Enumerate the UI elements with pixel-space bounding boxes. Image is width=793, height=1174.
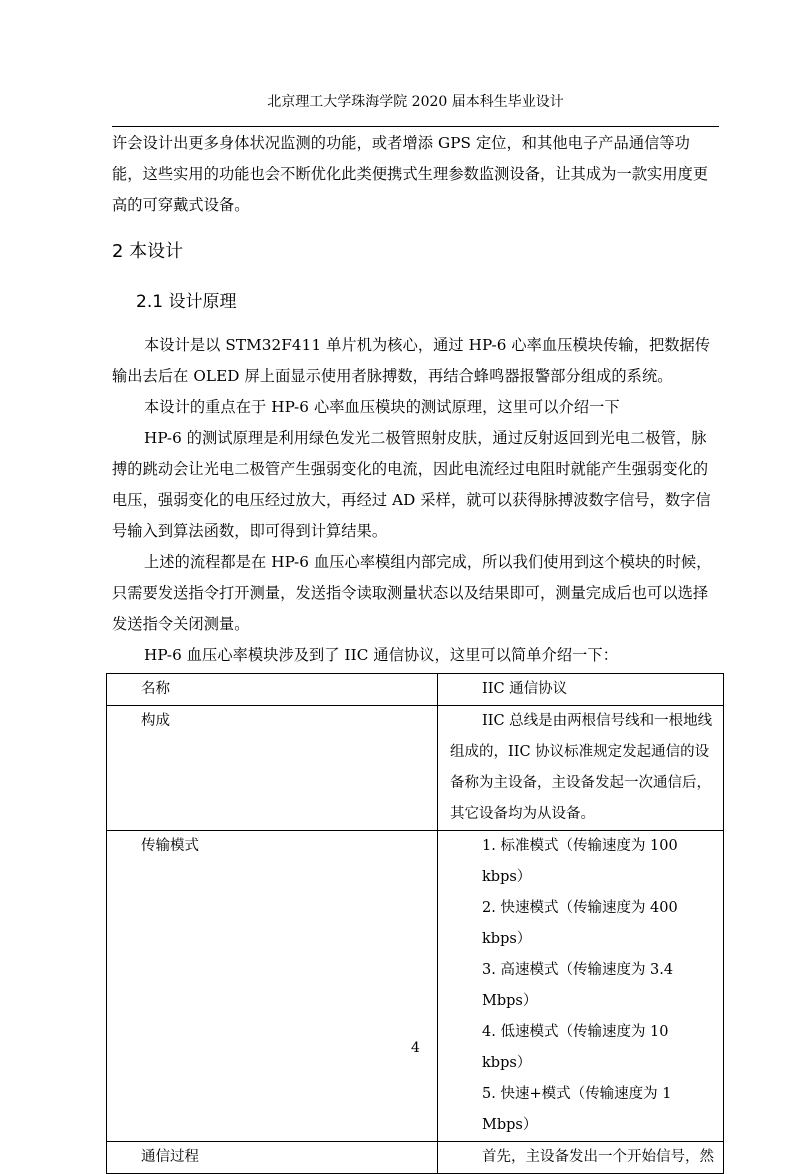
paragraph-principle: HP-6 的测试原理是利用绿色发光二极管照射皮肤，通过反射返回到光电二极管，脉搏的跳动会让光电二极管产生强弱变化的电流，因此电流经过电阻时就能产生强弱变化的电压，强弱变化的电压经过放大，再经过 AD 采样，就可以获得脉搏波数字信号，数字信号输入到算法函数，即可得到计算结果。 [112, 429, 711, 540]
mode-item-fast: 2. 快速模式（传输速度为 400 kbps） [482, 900, 678, 947]
table-row [107, 831, 724, 1142]
paragraph-overview: 本设计是以 STM32F411 单片机为核心，通过 HP-6 心率血压模块传输，把数据传输出去后在 OLED 屏上面显示使用者脉搏数，再结合蜂鸣器报警部分组成的系统。 [112, 336, 711, 385]
mode-item-high-speed: 3. 高速模式（传输速度为 3.4 Mbps） [482, 962, 674, 1009]
intro-paragraph: 许会设计出更多身体状况监测的功能，或者增添 GPS 定位，和其他电子产品通信等功能，这些实用的功能也会不断优化此类便携式生理参数监测设备，让其成为一款实用度更高的可穿戴式设备。 [112, 134, 709, 214]
page-header: 北京理工大学珠海学院 2020 届本科生毕业设计 [267, 94, 564, 110]
table-cell-process-label: 通信过程 [107, 1142, 438, 1174]
table-header-value [438, 674, 724, 706]
intro-paragraph-block [112, 128, 719, 221]
table-cell-composition-text: IIC 总线是由两根信号线和一根地线组成的，IIC 协议标准规定发起通信的设备称为主设备，主设备发起一次通信后，其它设备均为从设备。 [450, 713, 713, 822]
table-cell-composition-label: 构成 [107, 706, 438, 831]
section-heading: 2 本设计 [112, 241, 184, 262]
table-cell-process [438, 1142, 724, 1174]
table-row [107, 1142, 724, 1174]
subsection-heading: 2.1 设计原理 [136, 292, 237, 312]
table-cell-process-text: 首先，主设备发出一个开始信号，然 [482, 1149, 714, 1165]
mode-item-standard: 1. 标准模式（传输速度为 100 kbps） [482, 838, 678, 885]
header-divider [112, 126, 719, 127]
paragraph-process: 上述的流程都是在 HP-6 血压心率模组内部完成，所以我们使用到这个模块的时候，只需要发送指令打开测量，发送指令读取测量状态以及结果即可，测量完成后也可以选择发送指令关闭测量。 [112, 553, 712, 633]
table-header-value-text: IIC 通信协议 [482, 681, 568, 697]
iic-protocol-table [106, 673, 724, 1174]
body-paragraphs [112, 330, 719, 671]
mode-item-low-speed: 4. 低速模式（传输速度为 10 kbps） [482, 1024, 669, 1071]
paragraph-focus: 本设计的重点在于 HP-6 心率血压模块的测试原理，这里可以介绍一下 [144, 398, 620, 416]
table-header-name: 名称 [107, 674, 438, 706]
table-header-row [107, 674, 724, 706]
mode-item-fast-plus: 5. 快速+模式（传输速度为 1 Mbps） [482, 1086, 672, 1133]
table-cell-composition [438, 706, 724, 831]
table-row [107, 706, 724, 831]
paragraph-iic-intro: HP-6 血压心率模块涉及到了 IIC 通信协议，这里可以简单介绍一下： [144, 646, 619, 664]
table-cell-modes-label: 传输模式 [107, 831, 438, 1142]
page-number: 4 [411, 1040, 420, 1056]
table-cell-modes [438, 831, 724, 1142]
